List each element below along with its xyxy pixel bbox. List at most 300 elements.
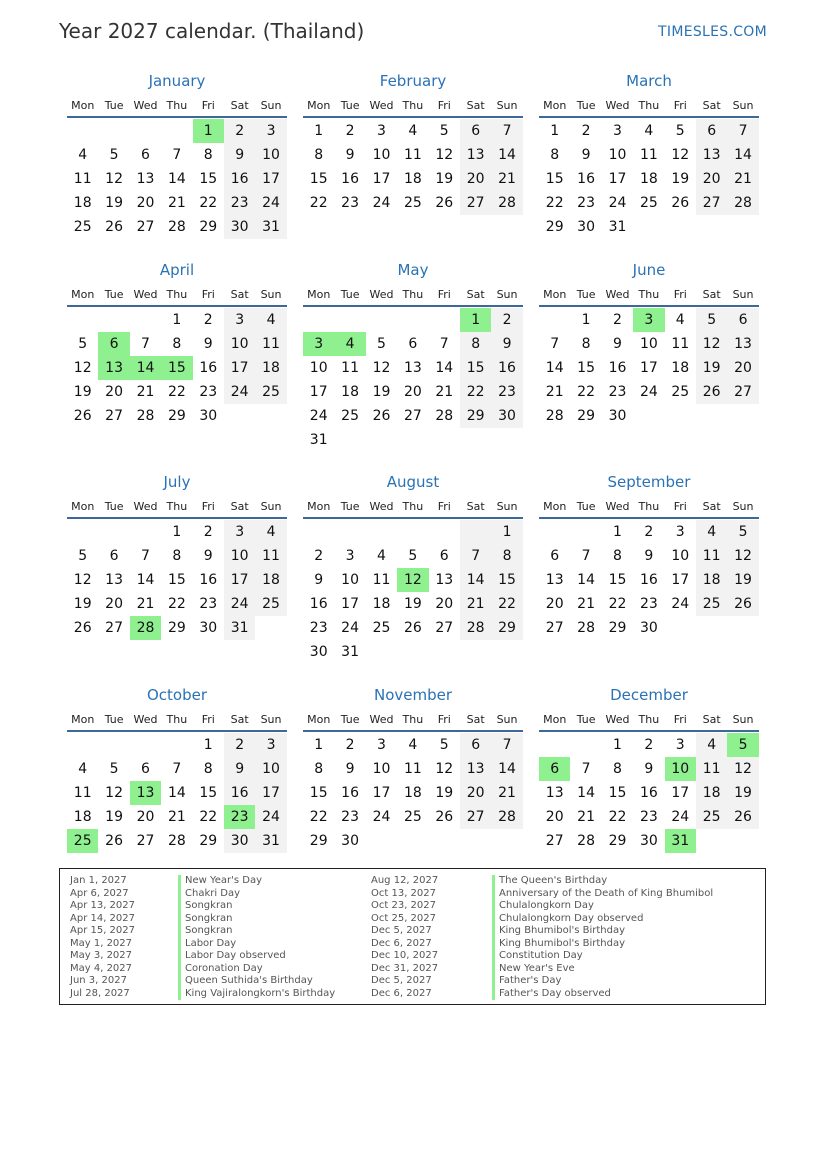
day-cell: 24 xyxy=(608,195,627,211)
weekday-label: Sat xyxy=(230,98,249,112)
day-cell: 14 xyxy=(545,360,564,376)
weekday-label: Wed xyxy=(369,499,394,513)
day-cell: 9 xyxy=(314,572,324,588)
day-cell: 12 xyxy=(73,360,92,376)
legend-holiday-name: Constitution Day xyxy=(492,950,713,963)
day-grid xyxy=(67,119,287,239)
empty-cell xyxy=(98,308,129,332)
day-cell: 9 xyxy=(613,336,622,352)
weekday-label: Fri xyxy=(201,287,215,301)
day-cell: 20 xyxy=(105,384,123,400)
day-cell: 14 xyxy=(136,572,155,588)
day-cell: 12 xyxy=(105,171,123,187)
weekday-label: Mon xyxy=(71,499,95,513)
day-cell: 22 xyxy=(309,809,328,825)
holiday-day: 1 xyxy=(460,308,491,332)
day-cell: 27 xyxy=(136,833,155,849)
weekday-label: Wed xyxy=(605,712,630,726)
day-cell: 6 xyxy=(460,119,491,143)
day-cell: 5 xyxy=(675,123,685,139)
day-cell: 22 xyxy=(309,195,328,211)
day-cell: 18 xyxy=(696,568,727,592)
day-cell: 21 xyxy=(136,596,155,612)
day-cell: 20 xyxy=(105,596,123,612)
day-cell: 17 xyxy=(671,785,690,801)
day-cell: 14 xyxy=(167,171,186,187)
day-cell: 5 xyxy=(377,336,386,352)
day-cell: 31 xyxy=(608,219,627,235)
day-cell: 8 xyxy=(460,332,491,356)
day-cell: 28 xyxy=(545,408,564,424)
day-cell: 13 xyxy=(545,785,564,801)
day-cell: 17 xyxy=(372,171,391,187)
day-cell: 27 xyxy=(403,408,422,424)
day-cell: 16 xyxy=(224,167,255,191)
day-cell: 2 xyxy=(581,123,591,139)
day-cell: 18 xyxy=(671,360,690,376)
day-cell: 9 xyxy=(644,761,654,777)
weekday-label: Wed xyxy=(369,287,394,301)
day-cell: 2 xyxy=(314,548,324,564)
weekday-label: Tue xyxy=(340,712,360,726)
weekday-header xyxy=(539,708,759,732)
day-cell: 19 xyxy=(73,384,92,400)
legend-date: Aug 12, 2027 xyxy=(371,875,439,886)
weekday-label: Sat xyxy=(702,499,721,513)
month-title: February xyxy=(379,72,447,90)
weekday-label: Sun xyxy=(260,287,282,301)
legend-date: Oct 13, 2027 xyxy=(371,887,436,899)
day-cell: 8 xyxy=(314,761,324,777)
day-cell: 30 xyxy=(639,833,658,849)
day-cell: 8 xyxy=(613,761,622,777)
empty-cell xyxy=(303,520,334,544)
day-cell: 22 xyxy=(491,592,522,616)
day-cell: 7 xyxy=(581,548,591,564)
day-cell: 20 xyxy=(727,356,758,380)
legend-date: Dec 31, 2027 xyxy=(371,962,439,974)
day-cell: 2 xyxy=(644,524,654,540)
weekday-label: Thu xyxy=(638,712,660,726)
day-cell: 10 xyxy=(639,336,658,352)
empty-cell xyxy=(397,520,428,544)
empty-cell xyxy=(366,520,397,544)
weekday-label: Mon xyxy=(543,287,567,301)
legend-date: Oct 23, 2027 xyxy=(371,900,436,911)
day-cell: 31 xyxy=(224,616,255,640)
day-cell: 31 xyxy=(255,215,286,239)
legend-holiday-name: Labor Day xyxy=(178,938,335,951)
legend-date: Apr 15, 2027 xyxy=(70,925,136,936)
day-cell: 22 xyxy=(167,596,186,612)
day-cell: 5 xyxy=(109,147,119,163)
day-cell: 16 xyxy=(224,781,255,805)
day-cell: 17 xyxy=(224,356,255,380)
weekday-label: Wed xyxy=(369,98,394,112)
day-cell: 27 xyxy=(105,408,123,424)
weekday-label: Fri xyxy=(673,499,687,513)
empty-cell xyxy=(539,520,570,544)
day-cell: 22 xyxy=(167,384,186,400)
day-cell: 28 xyxy=(491,805,522,829)
legend-right-dates xyxy=(371,875,438,1000)
weekday-header xyxy=(303,708,523,732)
day-cell: 10 xyxy=(224,332,255,356)
day-cell: 25 xyxy=(696,592,727,616)
empty-cell xyxy=(67,733,98,757)
day-cell: 17 xyxy=(224,568,255,592)
weekday-label: Fri xyxy=(673,98,687,112)
day-cell: 19 xyxy=(73,596,92,612)
legend-date: Oct 25, 2027 xyxy=(371,912,436,924)
day-cell: 9 xyxy=(203,336,213,352)
day-cell: 15 xyxy=(199,785,218,801)
weekday-label: Thu xyxy=(402,499,424,513)
day-cell: 6 xyxy=(727,308,758,332)
holiday-day: 31 xyxy=(665,829,696,853)
day-cell: 25 xyxy=(639,195,658,211)
weekday-label: Fri xyxy=(673,287,687,301)
day-grid xyxy=(303,733,523,853)
weekday-label: Wed xyxy=(133,287,158,301)
day-cell: 19 xyxy=(727,568,758,592)
day-grid xyxy=(67,520,287,640)
day-cell: 13 xyxy=(460,143,491,167)
month-march xyxy=(539,72,759,239)
empty-cell xyxy=(67,119,98,143)
day-cell: 29 xyxy=(167,408,186,424)
day-grid xyxy=(539,119,759,239)
day-cell: 3 xyxy=(613,123,622,139)
day-cell: 27 xyxy=(727,380,758,404)
day-cell: 2 xyxy=(203,312,213,328)
day-cell: 21 xyxy=(167,195,186,211)
day-cell: 13 xyxy=(435,572,454,588)
weekday-header xyxy=(303,495,523,519)
weekday-label: Sat xyxy=(230,712,249,726)
month-june xyxy=(539,261,759,428)
weekday-label: Sat xyxy=(466,98,485,112)
day-cell: 18 xyxy=(341,384,359,400)
day-cell: 17 xyxy=(255,167,286,191)
day-cell: 5 xyxy=(78,548,88,564)
day-cell: 30 xyxy=(199,620,218,636)
weekday-header xyxy=(303,94,523,118)
holiday-day: 14 xyxy=(130,356,161,380)
weekday-label: Thu xyxy=(166,98,188,112)
empty-cell xyxy=(67,308,98,332)
holiday-day: 25 xyxy=(67,829,98,853)
day-cell: 4 xyxy=(78,147,88,163)
day-cell: 10 xyxy=(608,147,627,163)
day-cell: 31 xyxy=(255,829,286,853)
month-november xyxy=(303,686,523,853)
day-cell: 5 xyxy=(439,123,449,139)
weekday-header xyxy=(67,708,287,732)
weekday-label: Fri xyxy=(201,712,215,726)
day-cell: 20 xyxy=(435,596,454,612)
day-cell: 20 xyxy=(696,167,727,191)
day-cell: 21 xyxy=(727,167,758,191)
day-cell: 17 xyxy=(671,572,690,588)
day-cell: 23 xyxy=(639,809,658,825)
day-cell: 14 xyxy=(435,360,454,376)
day-cell: 28 xyxy=(136,408,155,424)
empty-cell xyxy=(429,520,460,544)
legend-holiday-name: Songkran xyxy=(178,925,335,938)
day-cell: 24 xyxy=(309,408,328,424)
day-cell: 4 xyxy=(696,733,727,757)
day-cell: 6 xyxy=(696,119,727,143)
legend-holiday-name: Chulalongkorn Day xyxy=(492,900,713,913)
day-cell: 10 xyxy=(224,544,255,568)
day-cell: 6 xyxy=(408,336,418,352)
day-cell: 26 xyxy=(435,809,454,825)
day-cell: 17 xyxy=(341,596,359,612)
month-may xyxy=(303,261,523,452)
legend-date: Dec 6, 2027 xyxy=(371,937,432,949)
weekday-label: Mon xyxy=(307,287,331,301)
day-cell: 16 xyxy=(341,785,359,801)
legend-holiday-name: Queen Suthida's Birthday xyxy=(178,975,335,988)
legend-date: Dec 5, 2027 xyxy=(371,975,432,986)
day-cell: 26 xyxy=(73,620,92,636)
day-cell: 5 xyxy=(727,520,758,544)
day-cell: 24 xyxy=(671,809,690,825)
weekday-label: Sun xyxy=(496,287,518,301)
day-cell: 17 xyxy=(372,785,391,801)
weekday-label: Fri xyxy=(201,499,215,513)
weekday-header xyxy=(303,283,523,307)
day-cell: 6 xyxy=(141,147,150,163)
weekday-label: Mon xyxy=(543,712,567,726)
day-cell: 7 xyxy=(172,147,182,163)
holiday-day: 28 xyxy=(130,616,161,640)
day-cell: 4 xyxy=(644,123,654,139)
weekday-label: Thu xyxy=(638,499,660,513)
day-cell: 3 xyxy=(377,737,386,753)
weekday-label: Mon xyxy=(71,712,95,726)
day-grid xyxy=(539,308,759,428)
weekday-label: Wed xyxy=(133,712,158,726)
empty-cell xyxy=(98,119,129,143)
day-cell: 8 xyxy=(203,147,213,163)
day-cell: 24 xyxy=(224,592,255,616)
day-cell: 7 xyxy=(581,761,591,777)
day-cell: 8 xyxy=(203,761,213,777)
day-cell: 25 xyxy=(696,805,727,829)
day-cell: 15 xyxy=(545,171,564,187)
legend-left-dates xyxy=(70,875,135,1000)
day-cell: 8 xyxy=(314,147,324,163)
legend-date: Apr 14, 2027 xyxy=(70,912,136,924)
weekday-label: Sat xyxy=(230,499,249,513)
day-cell: 18 xyxy=(255,568,286,592)
day-cell: 15 xyxy=(460,356,491,380)
day-cell: 25 xyxy=(341,408,359,424)
day-cell: 21 xyxy=(460,592,491,616)
day-cell: 7 xyxy=(141,548,150,564)
day-cell: 2 xyxy=(613,312,622,328)
holiday-day: 10 xyxy=(665,757,696,781)
day-cell: 4 xyxy=(408,737,418,753)
day-cell: 8 xyxy=(172,336,182,352)
day-cell: 16 xyxy=(199,360,218,376)
day-cell: 15 xyxy=(608,785,627,801)
day-cell: 29 xyxy=(545,219,564,235)
legend-date: Jul 28, 2027 xyxy=(70,987,130,999)
day-cell: 21 xyxy=(167,809,186,825)
page-title: Year 2027 calendar. (Thailand) xyxy=(59,19,365,43)
day-cell: 18 xyxy=(372,596,391,612)
weekday-label: Sat xyxy=(466,287,485,301)
day-cell: 23 xyxy=(199,596,218,612)
day-cell: 21 xyxy=(491,167,522,191)
day-cell: 11 xyxy=(341,360,359,376)
day-cell: 26 xyxy=(727,805,758,829)
day-cell: 30 xyxy=(341,833,359,849)
month-july xyxy=(67,473,287,640)
day-cell: 23 xyxy=(608,384,627,400)
day-cell: 17 xyxy=(255,781,286,805)
weekday-label: Mon xyxy=(71,287,95,301)
day-cell: 28 xyxy=(435,408,454,424)
day-cell: 22 xyxy=(460,380,491,404)
day-cell: 1 xyxy=(491,520,522,544)
day-cell: 1 xyxy=(581,312,591,328)
day-cell: 26 xyxy=(372,408,391,424)
day-cell: 7 xyxy=(439,336,449,352)
day-cell: 13 xyxy=(727,332,758,356)
empty-cell xyxy=(161,119,192,143)
day-cell: 11 xyxy=(671,336,690,352)
day-cell: 18 xyxy=(639,171,658,187)
empty-cell xyxy=(570,520,601,544)
legend-holiday-name: King Bhumibol's Birthday xyxy=(492,925,713,938)
day-cell: 21 xyxy=(435,384,454,400)
day-cell: 13 xyxy=(105,572,123,588)
day-cell: 14 xyxy=(577,785,595,801)
day-cell: 8 xyxy=(172,548,182,564)
day-cell: 18 xyxy=(403,785,422,801)
weekday-label: Mon xyxy=(307,499,331,513)
day-cell: 20 xyxy=(545,809,564,825)
month-april xyxy=(67,261,287,428)
weekday-label: Thu xyxy=(166,499,188,513)
legend-date: Jun 3, 2027 xyxy=(70,975,127,986)
day-cell: 9 xyxy=(345,147,355,163)
legend-date: May 1, 2027 xyxy=(70,937,133,949)
day-cell: 25 xyxy=(73,219,92,235)
weekday-label: Sat xyxy=(702,712,721,726)
holiday-day: 3 xyxy=(303,332,334,356)
day-cell: 14 xyxy=(577,572,595,588)
weekday-label: Sun xyxy=(260,499,282,513)
day-cell: 11 xyxy=(639,147,658,163)
day-grid xyxy=(539,733,759,853)
day-cell: 16 xyxy=(491,356,522,380)
day-cell: 29 xyxy=(199,219,218,235)
weekday-label: Sun xyxy=(496,712,518,726)
weekday-label: Fri xyxy=(437,499,451,513)
day-cell: 9 xyxy=(644,548,654,564)
day-cell: 7 xyxy=(727,119,758,143)
day-cell: 29 xyxy=(608,833,627,849)
day-cell: 16 xyxy=(639,785,658,801)
day-cell: 15 xyxy=(167,572,186,588)
day-cell: 28 xyxy=(167,219,186,235)
weekday-label: Tue xyxy=(104,712,124,726)
weekday-label: Mon xyxy=(543,499,567,513)
day-cell: 14 xyxy=(491,757,522,781)
day-cell: 5 xyxy=(439,737,449,753)
day-cell: 6 xyxy=(439,548,449,564)
day-cell: 16 xyxy=(577,171,595,187)
weekday-label: Fri xyxy=(437,712,451,726)
day-cell: 1 xyxy=(314,737,324,753)
day-cell: 20 xyxy=(136,809,155,825)
weekday-label: Thu xyxy=(638,98,660,112)
month-title: March xyxy=(626,72,672,90)
holiday-day: 6 xyxy=(539,757,570,781)
day-grid xyxy=(303,308,523,452)
weekday-label: Sun xyxy=(260,98,282,112)
day-cell: 9 xyxy=(345,761,355,777)
day-cell: 10 xyxy=(372,147,391,163)
weekday-label: Fri xyxy=(673,712,687,726)
day-cell: 15 xyxy=(199,171,218,187)
day-cell: 29 xyxy=(167,620,186,636)
weekday-label: Wed xyxy=(605,499,630,513)
legend-date: Apr 13, 2027 xyxy=(70,900,136,911)
empty-cell xyxy=(429,308,460,332)
day-cell: 2 xyxy=(224,733,255,757)
day-cell: 1 xyxy=(314,123,324,139)
day-cell: 13 xyxy=(460,757,491,781)
legend-date: May 3, 2027 xyxy=(70,950,133,961)
day-cell: 14 xyxy=(167,785,186,801)
month-december xyxy=(539,686,759,853)
day-cell: 14 xyxy=(727,143,758,167)
weekday-label: Tue xyxy=(340,98,360,112)
day-cell: 23 xyxy=(341,809,359,825)
month-title: June xyxy=(632,261,666,279)
weekday-label: Tue xyxy=(340,499,360,513)
empty-cell xyxy=(130,520,161,544)
weekday-header xyxy=(539,94,759,118)
day-cell: 19 xyxy=(671,171,690,187)
day-cell: 11 xyxy=(403,761,422,777)
day-cell: 6 xyxy=(141,761,150,777)
brand-link[interactable]: TIMESLES.COM xyxy=(658,24,767,40)
legend-holiday-name: Anniversary of the Death of King Bhumibol xyxy=(492,888,713,901)
day-cell: 17 xyxy=(639,360,658,376)
weekday-label: Sat xyxy=(702,98,721,112)
day-cell: 30 xyxy=(577,219,595,235)
day-cell: 11 xyxy=(73,785,92,801)
day-cell: 7 xyxy=(491,119,522,143)
weekday-label: Tue xyxy=(104,98,124,112)
day-cell: 18 xyxy=(403,171,422,187)
holiday-day: 3 xyxy=(633,308,664,332)
weekday-label: Sun xyxy=(496,499,518,513)
day-cell: 29 xyxy=(491,616,522,640)
holiday-legend xyxy=(59,868,766,1005)
legend-holiday-name: Chulalongkorn Day observed xyxy=(492,913,713,926)
month-august xyxy=(303,473,523,664)
weekday-label: Wed xyxy=(605,98,630,112)
day-cell: 25 xyxy=(372,620,391,636)
